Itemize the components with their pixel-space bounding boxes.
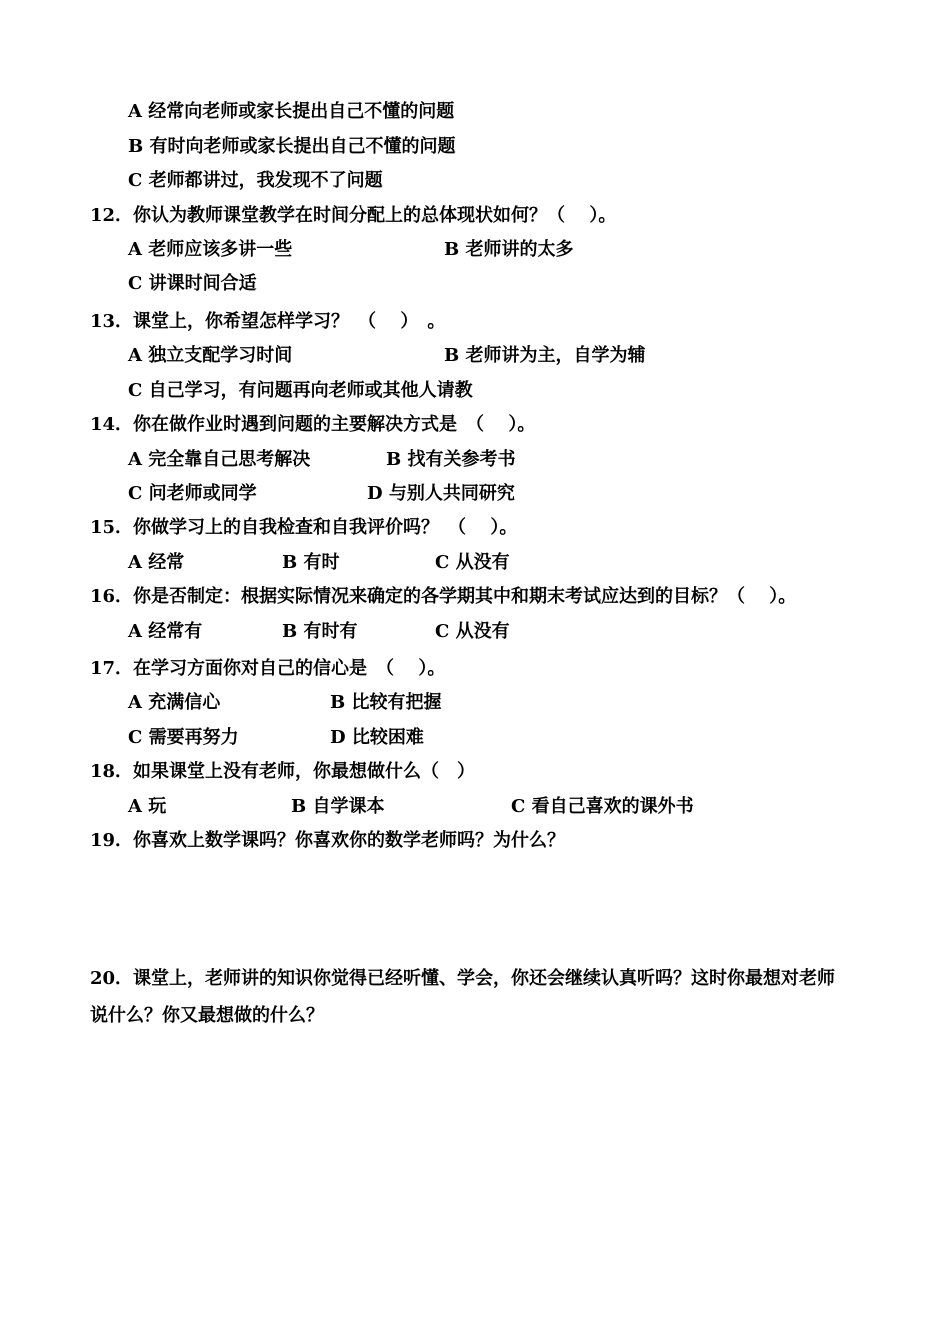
q14-option-b: B 找有关参考书 xyxy=(386,449,516,470)
q14-option-c: C 问老师或同学 xyxy=(128,483,257,504)
q17-option-c: C 需要再努力 xyxy=(128,727,239,748)
q12-option-c: C 讲课时间合适 xyxy=(128,273,257,294)
q11-option-c: C 老师都讲过，我发现不了问题 xyxy=(128,170,383,191)
q16-option-a: A 经常有 xyxy=(128,621,203,642)
q16-question: 16．你是否制定：根据实际情况来确定的各学期其中和期末考试应达到的目标？（ ）。 xyxy=(90,586,797,607)
q15-question: 15．你做学习上的自我检查和自我评价吗？ （ ）。 xyxy=(90,517,518,538)
q19-question: 19．你喜欢上数学课吗？你喜欢你的数学老师吗？为什么？ xyxy=(90,830,566,851)
q18-option-a: A 玩 xyxy=(128,796,167,817)
q11-option-a: A 经常向老师或家长提出自己不懂的问题 xyxy=(128,101,455,122)
q13-option-a: A 独立支配学习时间 xyxy=(128,345,293,366)
q14-option-d: D 与别人共同研究 xyxy=(367,483,515,504)
q14-option-a: A 完全靠自己思考解决 xyxy=(128,449,311,470)
q13-option-c: C 自己学习，有问题再向老师或其他人请教 xyxy=(128,380,473,401)
q13-option-b: B 老师讲为主，自学为辅 xyxy=(444,345,646,366)
q17-option-d: D 比较困难 xyxy=(330,727,424,748)
q12-option-b: B 老师讲的太多 xyxy=(444,239,574,260)
q15-option-a: A 经常 xyxy=(128,552,185,573)
q20-question-line1: 20．课堂上，老师讲的知识你觉得已经听懂、学会，你还会继续认真听吗？这时你最想对老师 xyxy=(90,968,836,989)
q15-option-b: B 有时 xyxy=(282,552,340,573)
q20-question-line2: 说什么？你又最想做的什么？ xyxy=(90,1005,324,1026)
q16-option-c: C 从没有 xyxy=(435,621,510,642)
q17-question: 17．在学习方面你对自己的信心是 （ ）。 xyxy=(90,658,446,679)
q16-option-b: B 有时有 xyxy=(282,621,358,642)
q12-option-a: A 老师应该多讲一些 xyxy=(128,239,293,260)
q14-question: 14．你在做作业时遇到问题的主要解决方式是 （ ）。 xyxy=(90,414,536,435)
q18-option-b: B 自学课本 xyxy=(291,796,385,817)
q17-option-b: B 比较有把握 xyxy=(330,692,442,713)
q13-question: 13．课堂上，你希望怎样学习？ （ ） 。 xyxy=(90,311,446,332)
q18-question: 18．如果课堂上没有老师，你最想做什么（ ） xyxy=(90,761,476,782)
q17-option-a: A 充满信心 xyxy=(128,692,221,713)
q12-question: 12．你认为教师课堂教学在时间分配上的总体现状如何？（ ）。 xyxy=(90,205,617,226)
q15-option-c: C 从没有 xyxy=(435,552,510,573)
q11-option-b: B 有时向老师或家长提出自己不懂的问题 xyxy=(128,136,456,157)
q18-option-c: C 看自己喜欢的课外书 xyxy=(511,796,694,817)
